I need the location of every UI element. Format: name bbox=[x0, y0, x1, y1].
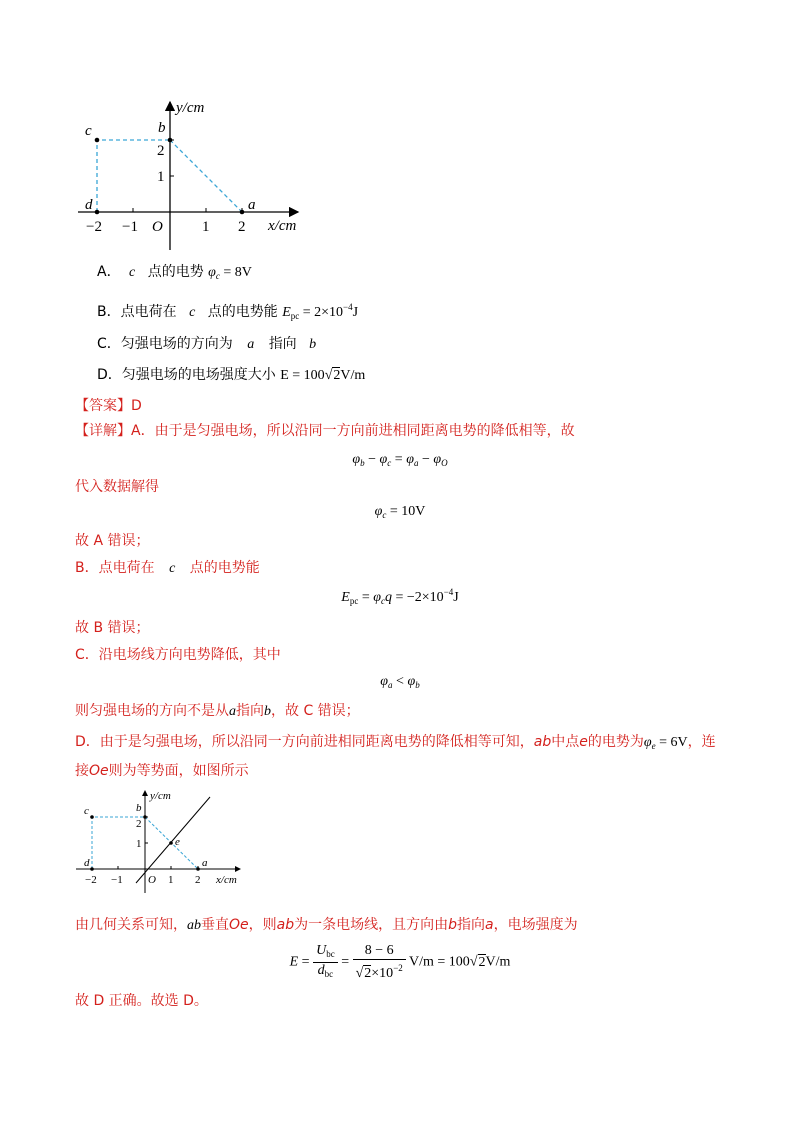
x-axis-label: x/cm bbox=[216, 874, 237, 886]
label-e: e bbox=[175, 836, 180, 848]
label-d: d bbox=[85, 197, 93, 213]
equation-4: $\varphi_a < \varphi_b$ bbox=[380, 674, 420, 690]
point-b bbox=[143, 815, 147, 819]
point-e bbox=[169, 841, 173, 845]
explanation-d-line1: D．由于是匀强电场，所以沿同一方向前进相同距离电势的降低相等可知，ab中点e的电势为$\varphi_e = 6V$，连 bbox=[75, 734, 716, 751]
answer-line: 【答案】D bbox=[75, 398, 142, 414]
x-tick-label: 1 bbox=[202, 219, 210, 235]
x-tick-label: −2 bbox=[86, 219, 102, 235]
conclusion-b: 故 B 错误； bbox=[75, 620, 150, 636]
coordinate-figure-1 bbox=[70, 90, 320, 260]
label-a: a bbox=[248, 197, 256, 213]
origin-label: O bbox=[152, 219, 163, 235]
y-axis-label: y/cm bbox=[150, 790, 171, 802]
coordinate-figure-2 bbox=[70, 785, 250, 895]
y-tick-label: 2 bbox=[157, 143, 165, 159]
option-a: A． c 点的电势 $\varphi_c = 8V$ bbox=[97, 264, 252, 281]
option-b: B．点电荷在 c 点的电势能 $E_{pc} = 2\times 10^{-4}J$ bbox=[97, 302, 359, 321]
point-c bbox=[90, 815, 94, 819]
x-tick-label: −1 bbox=[122, 219, 138, 235]
geometry-statement: 由几何关系可知，ab垂直Oe，则ab为一条电场线，且方向由b指向a，电场强度为 bbox=[75, 917, 578, 933]
label-b: b bbox=[136, 802, 142, 814]
conclusion-a: 故 A 错误； bbox=[75, 533, 150, 549]
final-conclusion: 故 D 正确。故选 D。 bbox=[75, 993, 208, 1009]
label-a: a bbox=[202, 857, 208, 869]
label-c: c bbox=[85, 123, 92, 139]
point-c bbox=[95, 138, 100, 143]
origin-label: O bbox=[148, 874, 156, 886]
y-tick-label: 1 bbox=[136, 838, 142, 850]
label-c: c bbox=[84, 805, 89, 817]
conclusion-c: 则匀强电场的方向不是从a指向b，故 C 错误； bbox=[75, 703, 360, 719]
x-axis-label: x/cm bbox=[268, 218, 297, 234]
y-tick-label: 2 bbox=[136, 818, 142, 830]
point-d bbox=[90, 867, 94, 871]
point-a bbox=[240, 210, 245, 215]
explanation-b: B．点电荷在 c 点的电势能 bbox=[75, 560, 260, 576]
substitute-text: 代入数据解得 bbox=[75, 479, 159, 495]
equation-1: $\varphi_b - \varphi_c = \varphi_a - \varphi_O$ bbox=[352, 452, 448, 468]
point-a bbox=[196, 867, 200, 871]
x-tick-label: 1 bbox=[168, 874, 174, 886]
equation-5: E = $\frac{U_{bc}}{d_{bc}}$ = $\frac{8 - 6}{√2\times 10^{-2}}$ V/m = 100√2V/m bbox=[289, 943, 511, 981]
x-tick-label: 2 bbox=[238, 219, 246, 235]
explanation-d-line2: 接Oe则为等势面，如图所示 bbox=[75, 763, 249, 779]
point-b bbox=[168, 138, 173, 143]
y-tick-label: 1 bbox=[157, 169, 165, 185]
explanation-a: 【详解】A．由于是匀强电场，所以沿同一方向前进相同距离电势的降低相等，故 bbox=[75, 423, 575, 439]
label-b: b bbox=[158, 120, 166, 136]
x-tick-label: −2 bbox=[85, 874, 97, 886]
x-tick-label: −1 bbox=[111, 874, 123, 886]
equation-2: $\varphi_c = 10V$ bbox=[374, 504, 426, 520]
option-d: D．匀强电场的电场强度大小 E = 100√2V/m bbox=[97, 367, 366, 383]
x-tick-label: 2 bbox=[195, 874, 201, 886]
y-axis-label: y/cm bbox=[176, 100, 205, 116]
option-c: C．匀强电场的方向为 a 指向 b bbox=[97, 336, 317, 352]
explanation-c: C．沿电场线方向电势降低，其中 bbox=[75, 647, 281, 663]
point-d bbox=[95, 210, 100, 215]
equation-3: $E_{pc} = \varphi_cq = -2\times 10^{-4}J$ bbox=[341, 587, 459, 606]
label-d: d bbox=[84, 857, 90, 869]
dashed-ba bbox=[170, 140, 242, 212]
